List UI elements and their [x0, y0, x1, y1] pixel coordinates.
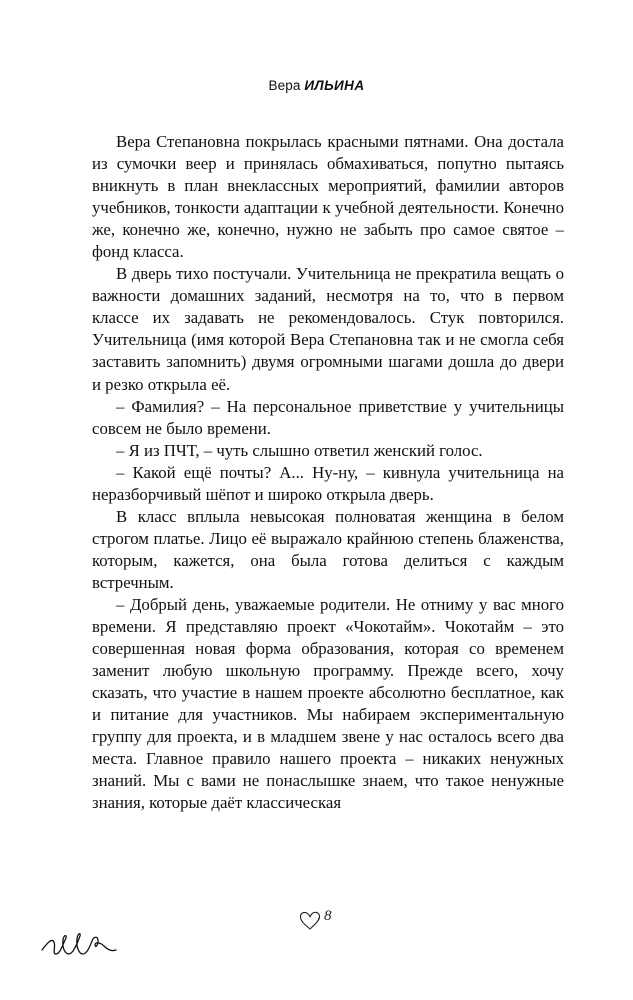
- scribble-ornament-icon: [40, 924, 130, 964]
- paragraph: Вера Степановна покрылась красными пятнами. Она достала из сумочки веер и принялась обмахиваться, попутно пытаясь вникнуть в план внеклассных мероприятий, фамилии авторов учебников, тонкости адаптации к учебной деятельности. Конечно же, конечно же, конечно, нужно не забыть про самое святое – фонд класса.: [92, 132, 564, 262]
- author-first-name: Вера: [268, 78, 301, 93]
- running-header: [0, 78, 633, 93]
- body-text: [92, 131, 564, 814]
- author-last-name: ИЛЬИНА: [304, 78, 365, 93]
- paragraph: – Добрый день, уважаемые родители. Не отниму у вас много времени. Я представляю проект «Чокотайм». Чокотайм – это совершенная новая форма образования, которая со временем заменит любую школьную программу. Прежде всего, хочу сказать, что участие в нашем проекте абсолютно бесплатное, как и питание для участников. Мы набираем экспериментальную группу для проекта, и в младшем звене у нас осталось всего два места. Главное правило нашего проекта – никаких ненужных знаний. Мы с вами не понаслышке знаем, что такое ненужные знания, которые даёт классическая: [92, 594, 564, 813]
- heart-icon: [298, 908, 322, 932]
- paragraph: – Я из ПЧТ, – чуть слышно ответил женский голос.: [116, 440, 483, 460]
- paragraph: – Какой ещё почты? А... Ну-ну, – кивнула учительница на неразборчивый шёпот и широко открыла дверь.: [92, 462, 564, 504]
- page-number: 8: [324, 908, 332, 924]
- paragraph: В дверь тихо постучали. Учительница не прекратила вещать о важности домашних заданий, несмотря на то, что в первом классе их задавать не рекомендовалось. Стук повторился. Учительница (имя которой Вера Степановна так и не смогла себя заставить запомнить) двумя огромными шагами дошла до двери и резко открыла её.: [92, 264, 564, 394]
- paragraph: – Фамилия? – На персональное приветствие у учительницы совсем не было времени.: [92, 396, 564, 438]
- paragraph: В класс вплыла невысокая полноватая женщина в белом строгом платье. Лицо её выражало крайнюю степень блаженства, которым, кажется, она была готова делиться с каждым встречным.: [92, 506, 564, 592]
